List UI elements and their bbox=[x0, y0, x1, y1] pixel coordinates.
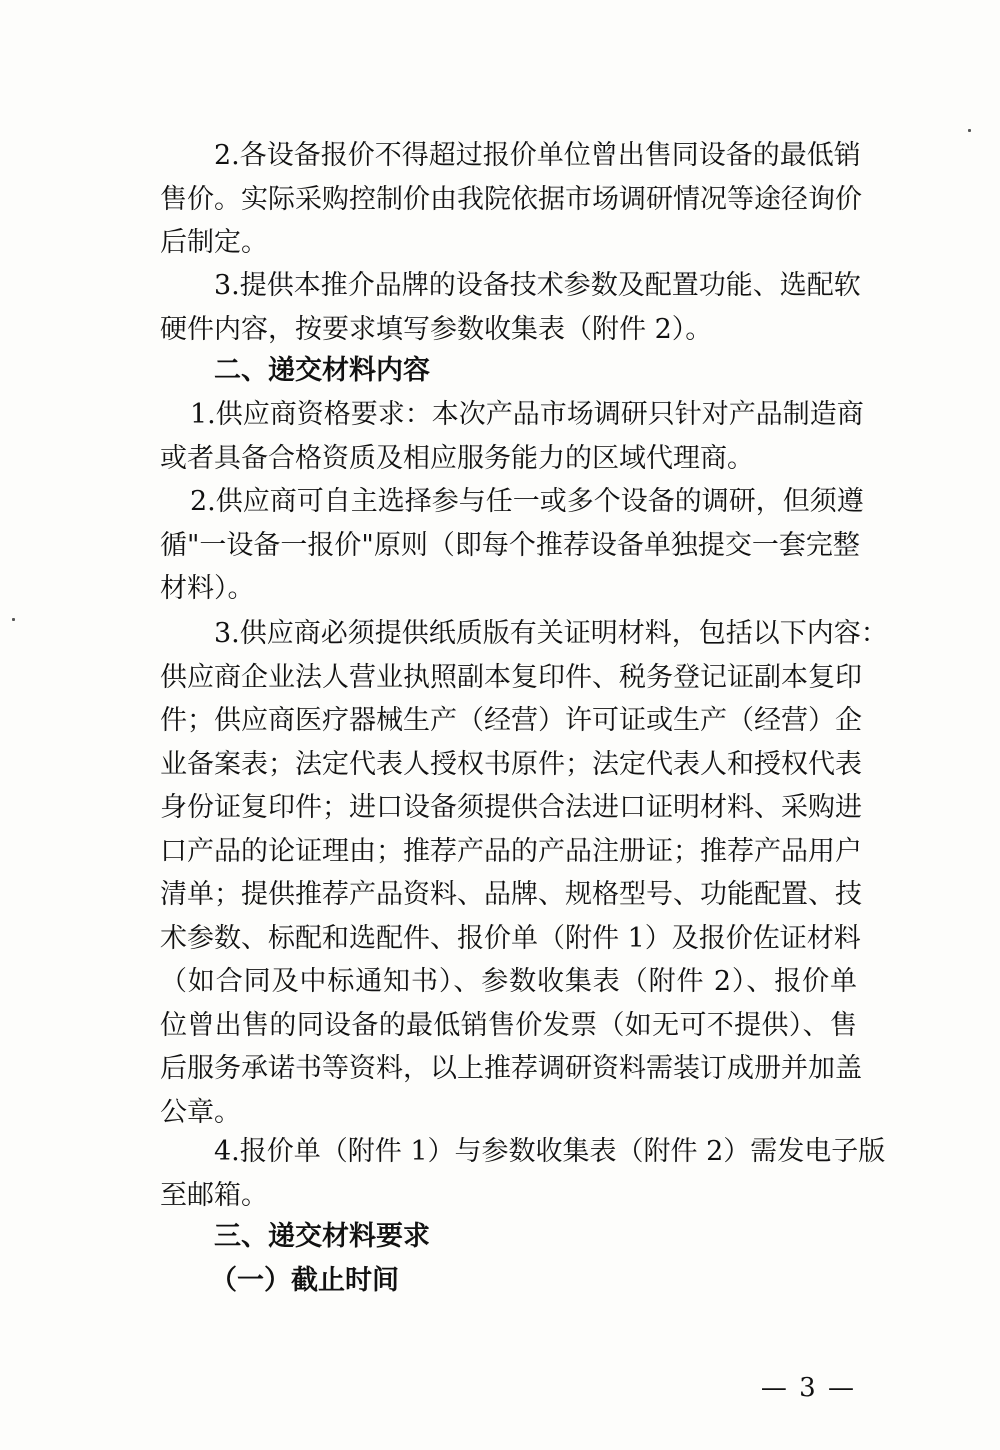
text-line: （如合同及中标通知书）、参数收集表（附件 2）、报价单 bbox=[160, 966, 857, 997]
scan-speck bbox=[12, 618, 15, 621]
text-line: 件；供应商医疗器械生产（经营）许可证或生产（经营）企 bbox=[160, 705, 862, 736]
text-line: 术参数、标配和选配件、报价单（附件 1）及报价佐证材料 bbox=[160, 922, 861, 954]
section-heading-submission-content: 二、递交材料内容 bbox=[214, 355, 430, 386]
paragraph-price-limit bbox=[160, 134, 862, 265]
text-line: 身份证复印件；进口设备须提供合法进口证明材料、采购进 bbox=[160, 792, 862, 823]
text-line: 至邮箱。 bbox=[160, 1179, 268, 1211]
page-number: — 3 — bbox=[760, 1373, 856, 1403]
text-line: 材料）。 bbox=[160, 573, 255, 604]
text-line: 清单；提供推荐产品资料、品牌、规格型号、功能配置、技 bbox=[160, 879, 862, 910]
text-line: 供应商企业法人营业执照副本复印件、税务登记证副本复印 bbox=[160, 661, 862, 693]
subsection-heading-deadline: （一）截止时间 bbox=[210, 1265, 399, 1296]
paragraph-electronic-submission bbox=[160, 1130, 886, 1217]
text-line: 或者具备合格资质及相应服务能力的区域代理商。 bbox=[160, 442, 754, 474]
text-line: 公章。 bbox=[160, 1096, 241, 1128]
text-line: 2.各设备报价不得超过报价单位曾出售同设备的最低销 bbox=[214, 140, 861, 171]
scan-speck bbox=[968, 129, 971, 132]
text-line: 3.供应商必须提供纸质版有关证明材料，包括以下内容： bbox=[214, 618, 888, 649]
text-line: 硬件内容，按要求填写参数收集表（附件 2）。 bbox=[160, 313, 713, 345]
text-line: 售价。实际采购控制价由我院依据市场调研情况等途径询价 bbox=[160, 183, 862, 215]
paragraph-required-documents bbox=[160, 612, 888, 1134]
text-line: 业备案表；法定代表人授权书原件；法定代表人和授权代表 bbox=[160, 748, 862, 780]
text-line: 3.提供本推介品牌的设备技术参数及配置功能、选配软 bbox=[214, 270, 861, 301]
text-line: 后制定。 bbox=[160, 227, 268, 258]
paragraph-supplier-qualification bbox=[160, 393, 864, 480]
section-heading-submission-requirements: 三、递交材料要求 bbox=[214, 1221, 430, 1252]
paragraph-one-device-one-quote bbox=[160, 480, 864, 611]
text-line: 循"一设备一报价"原则（即每个推荐设备单独提交一套完整 bbox=[160, 529, 860, 561]
text-line: 4.报价单（附件 1）与参数收集表（附件 2）需发电子版 bbox=[214, 1136, 886, 1167]
text-line: 2.供应商可自主选择参与任一或多个设备的调研，但须遵 bbox=[190, 486, 864, 517]
text-line: 位曾出售的同设备的最低销售价发票（如无可不提供）、售 bbox=[160, 1009, 857, 1041]
paragraph-tech-params bbox=[160, 264, 861, 351]
text-line: 口产品的论证理由；推荐产品的产品注册证；推荐产品用户 bbox=[160, 835, 862, 867]
text-line: 后服务承诺书等资料，以上推荐调研资料需装订成册并加盖 bbox=[160, 1053, 862, 1084]
text-line: 1.供应商资格要求：本次产品市场调研只针对产品制造商 bbox=[190, 399, 864, 430]
